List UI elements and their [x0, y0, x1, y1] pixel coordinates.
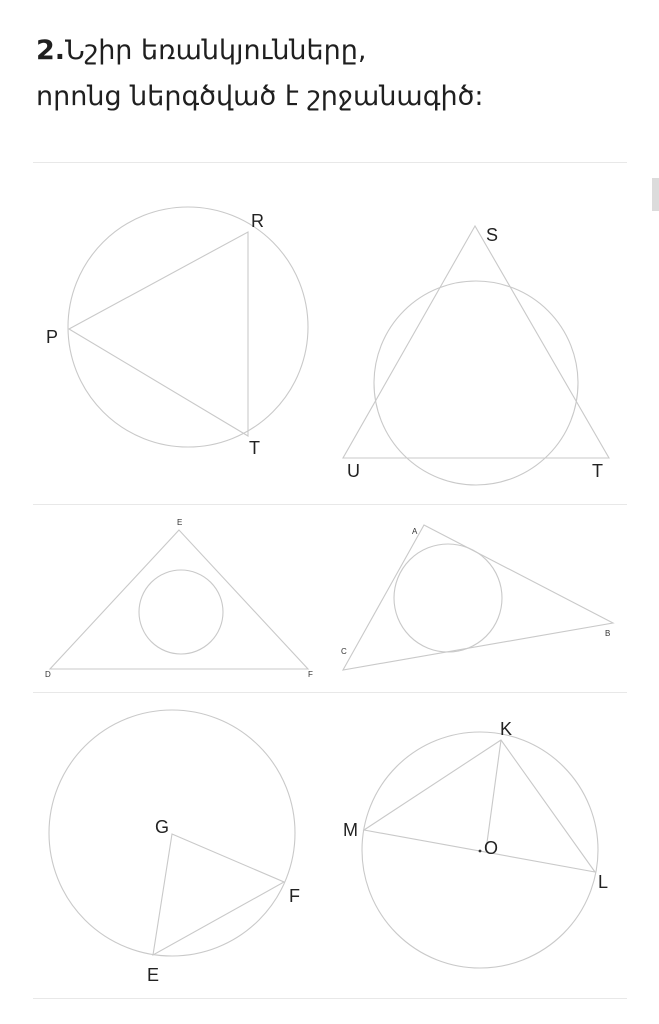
figure-4[interactable] — [341, 525, 613, 670]
figure-1[interactable] — [46, 207, 308, 458]
fig5-triangle — [153, 834, 284, 955]
fig3-triangle — [50, 530, 308, 669]
fig2-circle — [374, 281, 578, 485]
fig3-label-e: E — [177, 518, 183, 527]
fig5-label-e: E — [147, 965, 160, 985]
question-text-1: Նշիր եռանկյունները, — [65, 35, 367, 66]
fig4-label-b: B — [605, 629, 611, 638]
fig4-circle — [394, 544, 502, 652]
fig6-label-m: M — [343, 820, 358, 840]
fig1-label-r: R — [251, 211, 264, 231]
fig1-label-p: P — [46, 327, 59, 347]
fig3-label-f: F — [308, 670, 313, 679]
figure-2[interactable] — [343, 225, 609, 485]
fig1-triangle — [69, 232, 248, 436]
fig6-label-k: K — [500, 719, 513, 739]
fig6-center-point — [479, 850, 482, 853]
figure-5[interactable] — [49, 710, 300, 985]
figure-3[interactable] — [45, 518, 313, 679]
fig3-circle — [139, 570, 223, 654]
fig2-label-t: T — [592, 461, 603, 481]
fig4-label-a: A — [412, 527, 418, 536]
question-text-2: որոնց ներգծված է շրջանագիծ: — [36, 81, 484, 112]
fig3-label-d: D — [45, 670, 51, 679]
fig5-label-g: G — [155, 817, 170, 837]
fig4-label-c: C — [341, 647, 347, 656]
fig1-circle — [68, 207, 308, 447]
fig5-circle — [49, 710, 295, 956]
question-number: 2. — [36, 35, 66, 66]
fig4-triangle — [343, 525, 613, 670]
fig1-label-t: T — [249, 438, 260, 458]
fig2-label-s: S — [486, 225, 499, 245]
fig2-label-u: U — [347, 461, 360, 481]
fig6-radius — [486, 740, 501, 850]
fig6-label-l: L — [598, 872, 609, 892]
fig6-label-o: O — [484, 838, 499, 858]
fig5-label-f: F — [289, 886, 300, 906]
figure-6[interactable] — [343, 719, 608, 968]
